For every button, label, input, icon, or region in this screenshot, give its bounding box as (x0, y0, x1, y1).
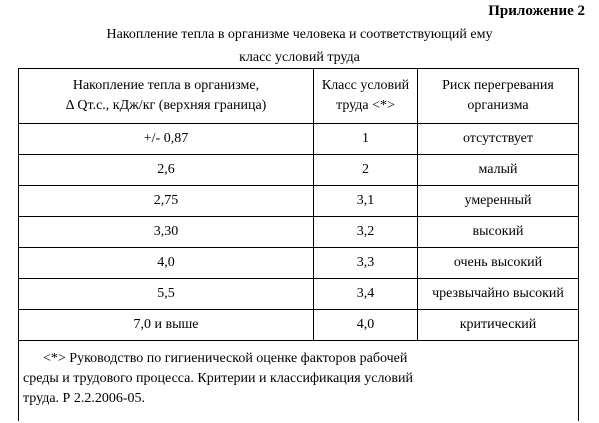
note-row (19, 341, 579, 422)
table-row (19, 310, 579, 341)
table-cell: 3,2 (314, 217, 418, 248)
table-cell: 2 (314, 155, 418, 186)
table-title-line-2: класс условий труда (239, 50, 360, 65)
table-cell: 1 (314, 124, 418, 155)
table-cell: умеренный (418, 186, 579, 217)
table-cell: 7,0 и выше (19, 310, 314, 341)
table-cell: 3,1 (314, 186, 418, 217)
table-cell: очень высокий (418, 248, 579, 279)
table-cell: 4,0 (314, 310, 418, 341)
header-text: Риск перегревания (442, 78, 554, 93)
table-row (19, 248, 579, 279)
header-text: Накопление тепла в организме, (72, 78, 260, 93)
table-cell: 2,75 (19, 186, 314, 217)
table-cell: критический (418, 310, 579, 341)
footnote-line: среды и трудового процесса. Критерии и классификация условий (23, 371, 414, 386)
heat-accumulation-table (18, 68, 579, 421)
table-row (19, 279, 579, 310)
table-cell: 4,0 (19, 248, 314, 279)
header-overheating-risk (418, 69, 579, 124)
table-cell: 3,4 (314, 279, 418, 310)
table-footnote (19, 341, 579, 422)
header-work-class (314, 69, 418, 124)
table-cell: +/- 0,87 (19, 124, 314, 155)
footnote-line: труда. Р 2.2.2006-05. (23, 391, 146, 406)
table-row (19, 124, 579, 155)
header-text: организма (467, 98, 529, 113)
table-cell: 2,6 (19, 155, 314, 186)
table-row (19, 217, 579, 248)
header-row (19, 69, 579, 124)
table-row (19, 186, 579, 217)
footnote-line: <*> Руководство по гигиенической оценке факторов рабочей (43, 351, 408, 366)
table-cell: 5,5 (19, 279, 314, 310)
appendix-label: Приложение 2 (488, 3, 585, 19)
header-heat-accumulation (19, 69, 314, 124)
table-cell: 3,3 (314, 248, 418, 279)
table-cell: малый (418, 155, 579, 186)
header-text: труда <*> (336, 98, 395, 113)
table-row (19, 155, 579, 186)
table-title-line-1: Накопление тепла в организме человека и соответствующий ему (106, 27, 493, 42)
header-text: Δ Qт.с., кДж/кг (верхняя граница) (65, 98, 267, 113)
table-cell: высокий (418, 217, 579, 248)
table-cell: 3,30 (19, 217, 314, 248)
header-text: Класс условий (321, 78, 410, 93)
table-cell: отсутствует (418, 124, 579, 155)
table-cell: чрезвычайно высокий (418, 279, 579, 310)
